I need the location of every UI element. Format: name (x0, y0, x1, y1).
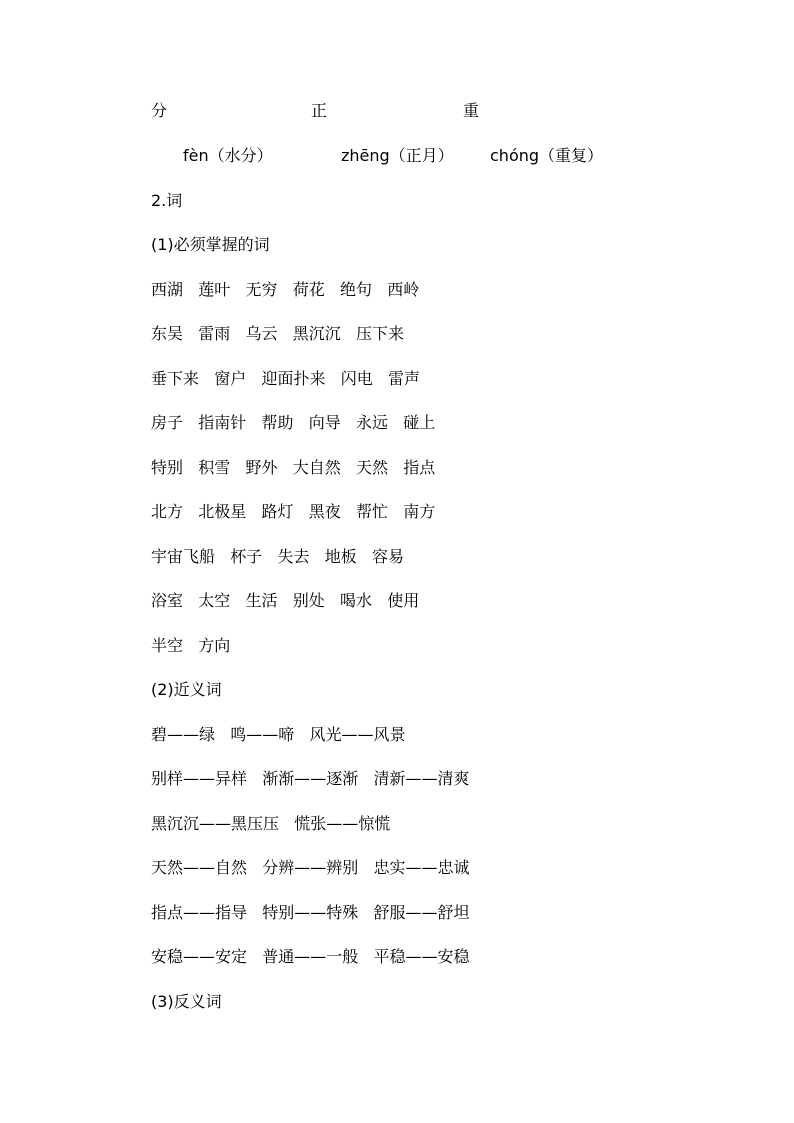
word-row: 北方 北极星 路灯 黑夜 帮忙 南方 (151, 502, 436, 521)
word-row: 房子 指南针 帮助 向导 永远 碰上 (151, 413, 436, 432)
char-zheng: 正 (311, 101, 328, 120)
word-row: 西湖 莲叶 无穷 荷花 绝句 西岭 (151, 280, 420, 299)
synonym-row: 黑沉沉——黑压压 慌张——惊慌 (151, 814, 391, 833)
synonym-row: 指点——指导 特别——特殊 舒服——舒坦 (151, 903, 470, 922)
subsection-antonyms-title: (3)反义词 (151, 992, 222, 1011)
word-row: 宇宙飞船 杯子 失去 地板 容易 (151, 547, 405, 566)
word-row: 浴室 太空 生活 别处 喝水 使用 (151, 591, 420, 610)
pinyin-zheng: zhēng（正月） (341, 146, 454, 165)
section-title: 2.词 (151, 191, 183, 210)
subsection-must-title: (1)必须掌握的词 (151, 235, 270, 254)
synonym-row: 安稳——安定 普通——一般 平稳——安稳 (151, 947, 470, 966)
synonym-row: 碧——绿 鸣——啼 风光——风景 (151, 725, 406, 744)
char-fen: 分 (151, 101, 168, 120)
pinyin-fen: fèn（水分） (183, 146, 273, 165)
synonym-row: 别样——异样 渐渐——逐渐 清新——清爽 (151, 769, 470, 788)
subsection-synonyms-title: (2)近义词 (151, 680, 222, 699)
word-row: 东吴 雷雨 乌云 黑沉沉 压下来 (151, 324, 405, 343)
word-row: 特别 积雪 野外 大自然 天然 指点 (151, 458, 436, 477)
synonym-row: 天然——自然 分辨——辨别 忠实——忠诚 (151, 858, 470, 877)
word-row: 垂下来 窗户 迎面扑来 闪电 雷声 (151, 369, 421, 388)
pinyin-chong: chóng（重复） (490, 146, 604, 165)
word-row: 半空 方向 (151, 636, 231, 655)
char-zhong: 重 (463, 101, 480, 120)
